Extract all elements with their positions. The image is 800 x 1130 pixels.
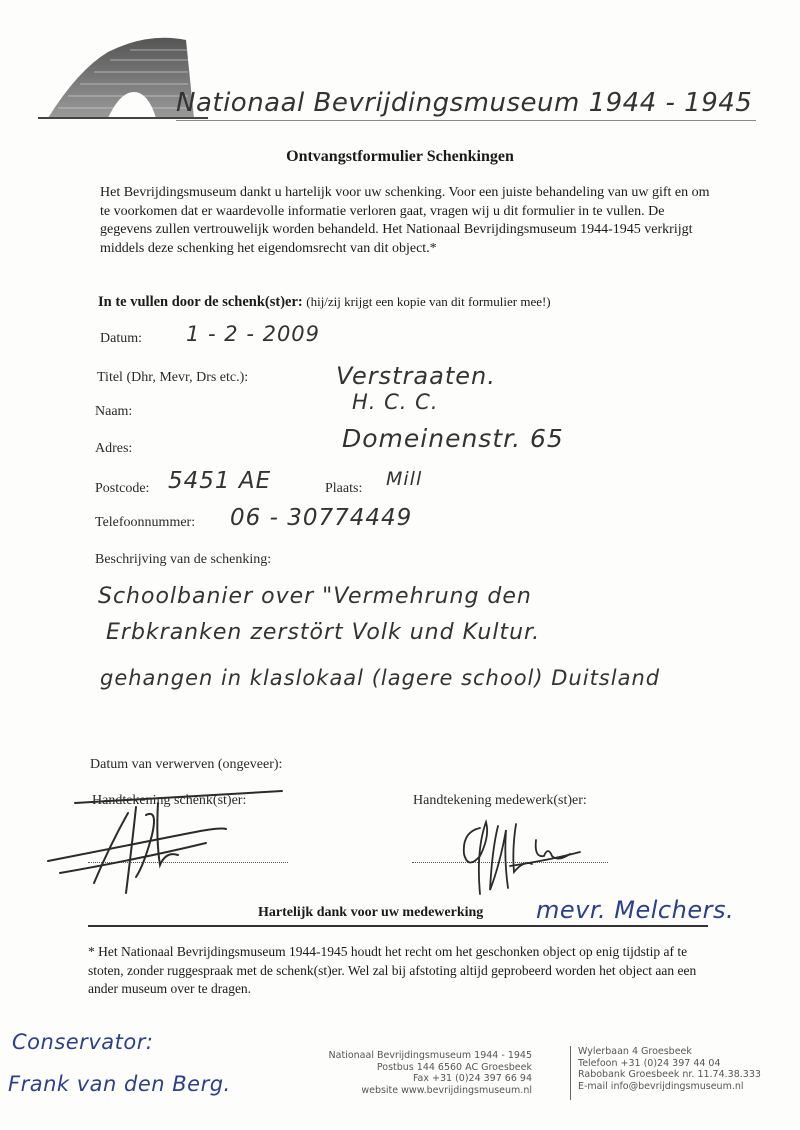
schenker-signature-label: Handtekening schenk(st)er: <box>92 793 247 808</box>
telefoon-value[interactable]: 06 - 30774449 <box>230 505 413 531</box>
form-title: Ontvangstformulier Schenkingen <box>286 148 514 165</box>
beschrijving-line-3[interactable]: gehangen in klaslokaal (lagere school) Duitsland <box>100 666 661 690</box>
conservator-title: Conservator: <box>12 1030 154 1054</box>
fill-heading-note: (hij/zij krijgt een kopie van dit formulier mee!) <box>306 294 551 309</box>
footnote: * Het Nationaal Bevrijdingsmuseum 1944-1945 houdt het recht om het geschonken object op enig tijdstip af te stoten, zonder ruggespraak met de schenk(st)er. Wel zal bij afstoting altijd geprobeerd worden het object aan een ander museum over te dragen. <box>88 944 697 996</box>
museum-name: Nationaal Bevrijdingsmuseum 1944 - 1945 <box>176 88 753 118</box>
address-left-line-3: Fax +31 (0)24 397 66 94 <box>412 1073 532 1084</box>
fill-heading-label: In te vullen door de schenk(st)er: <box>98 294 303 310</box>
naam-value[interactable]: H. C. C. <box>352 390 439 414</box>
titel-value[interactable]: Verstraaten. <box>336 362 496 390</box>
address-left <box>292 1050 532 1096</box>
postcode-value[interactable]: 5451 AE <box>168 468 272 494</box>
intro-text: Het Bevrijdingsmuseum dankt u hartelijk voor uw schenking. Voor een juiste behandeling van uw gift en om te voorkomen dat er waardevolle informatie verloren gaat, vragen wij u dit formulier in te vullen. De gegevens zullen vertrouwelijk worden behandeld. Het Nationaal Bevrijdingsmuseum 1944-1945 verkrijgt middels deze schenking het eigendomsrecht van dit object.* <box>100 185 710 256</box>
telefoon-label: Telefoonnummer: <box>95 515 196 530</box>
thanks-text: Hartelijk dank voor uw medewerking <box>258 905 484 920</box>
datum-value[interactable]: 1 - 2 - 2009 <box>186 322 321 346</box>
medewerker-name: mevr. Melchers. <box>536 896 735 924</box>
naam-label: Naam: <box>95 404 133 419</box>
plaats-label: Plaats: <box>325 481 363 496</box>
address-right-line-2: Telefoon +31 (0)24 397 44 04 <box>578 1057 721 1069</box>
address-right-line-4: E-mail info@bevrijdingsmuseum.nl <box>578 1080 744 1092</box>
datum-label: Datum: <box>100 331 142 346</box>
beschrijving-line-2[interactable]: Erbkranken zerstört Volk und Kultur. <box>106 620 541 645</box>
thanks-rule <box>88 925 708 927</box>
postcode-label: Postcode: <box>95 481 150 496</box>
address-left-line-1: Nationaal Bevrijdingsmuseum 1944 - 1945 <box>328 1050 532 1061</box>
titel-label: Titel (Dhr, Mevr, Drs etc.): <box>97 370 249 385</box>
address-divider <box>570 1046 571 1100</box>
address-left-line-4: website www.bevrijdingsmuseum.nl <box>361 1084 532 1096</box>
adres-label: Adres: <box>95 441 133 456</box>
beschrijving-label: Beschrijving van de schenking: <box>95 552 272 567</box>
logo-underline <box>176 120 756 121</box>
schenker-signature <box>40 785 300 900</box>
fill-heading <box>98 294 551 311</box>
medewerker-signature-label: Handtekening medewerk(st)er: <box>413 793 587 808</box>
address-right-line-1: Wylerbaan 4 Groesbeek <box>578 1046 692 1057</box>
conservator-name: Frank van den Berg. <box>8 1072 231 1096</box>
plaats-value[interactable]: Mill <box>386 468 423 490</box>
address-right-line-3: Rabobank Groesbeek nr. 11.74.38.333 <box>578 1069 761 1080</box>
beschrijving-line-1[interactable]: Schoolbanier over "Vermehrung den <box>98 584 532 609</box>
address-left-line-2: Postbus 144 6560 AC Groesbeek <box>376 1061 532 1073</box>
address-right <box>578 1046 788 1092</box>
adres-value[interactable]: Domeinenstr. 65 <box>342 424 564 453</box>
verwerven-label: Datum van verwerven (ongeveer): <box>90 757 283 772</box>
medewerker-signature <box>440 810 600 900</box>
